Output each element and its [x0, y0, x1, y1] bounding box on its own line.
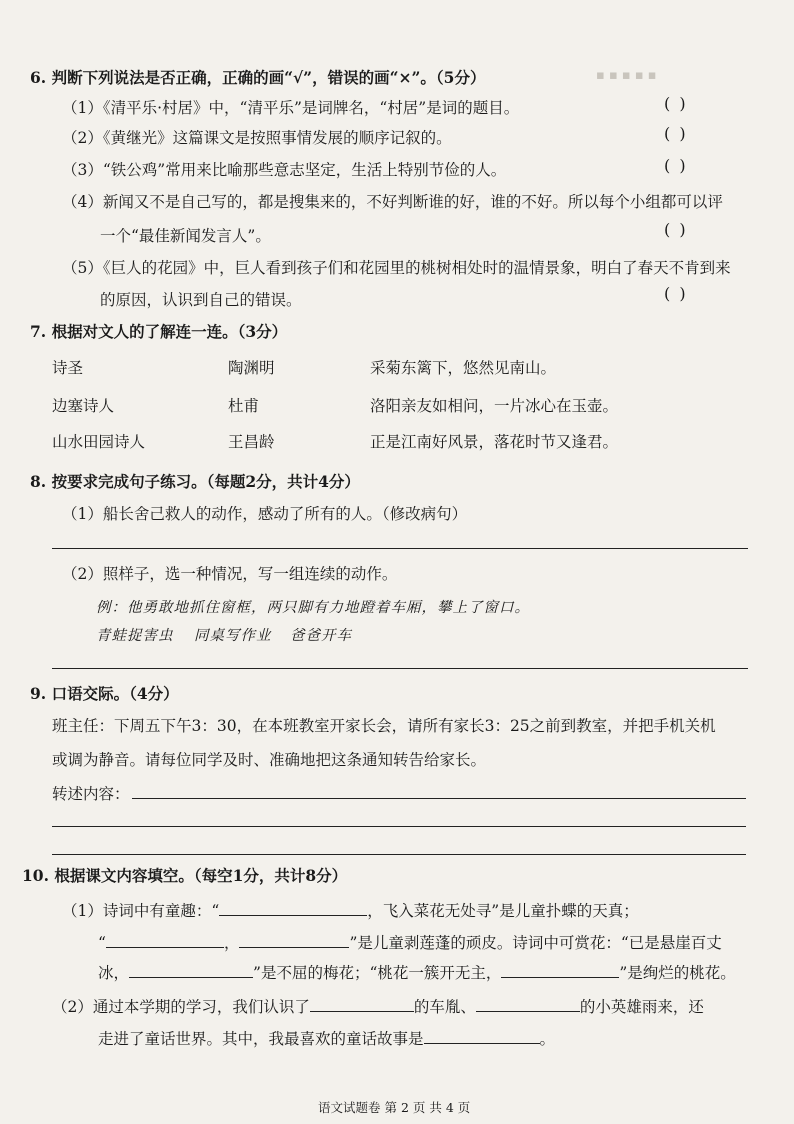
- q10-text-d2: 的车胤、: [413, 998, 476, 1016]
- q8-option-3: 爸爸开车: [290, 628, 352, 644]
- q10-text-d3: 的小英雄雨来，还: [579, 998, 704, 1016]
- q10-text-c3: ”是绚烂的桃花。: [619, 964, 736, 982]
- q6-answer-5[interactable]: ( ): [664, 284, 688, 303]
- q7-poem-line-1: 采菊东篱下，悠然见南山。: [370, 359, 557, 377]
- q10-blank-7[interactable]: [476, 996, 580, 1012]
- q10-text-b1: “: [98, 934, 106, 952]
- q9-answer-line-3[interactable]: [52, 854, 746, 855]
- q6-title: 6. 判断下列说法是否正确，正确的画“√”，错误的画“×”。（5分）: [30, 68, 486, 87]
- q10-text-a2: ，飞入菜花无处寻”是儿童扑蝶的天真；: [367, 902, 639, 920]
- q7-poet-name-2: 杜甫: [228, 397, 260, 415]
- q6-item-2: （2）《黄继光》这篇课文是按照事情发展的顺序记叙的。: [62, 129, 452, 147]
- q8-title: 8. 按要求完成句子练习。（每题2分，共计4分）: [30, 472, 360, 491]
- q6-item-5-cont: 的原因，认识到自己的错误。: [100, 291, 302, 309]
- q9-title: 9. 口语交际。（4分）: [30, 684, 179, 703]
- q8-sentence-2: （2）照样子，选一种情况，写一组连续的动作。: [62, 565, 398, 583]
- q7-poet-title-2: 边塞诗人: [52, 397, 115, 415]
- q7-poem-line-2: 洛阳亲友如相问，一片冰心在玉壶。: [370, 397, 619, 415]
- q10-blank-6[interactable]: [310, 996, 414, 1012]
- q6-item-4: （4）新闻又不是自己写的，都是搜集来的，不好判断谁的好，谁的不好。所以每个小组都可以评: [62, 193, 723, 211]
- q9-notice-line-2: 或调为静音。请每位同学及时、准确地把这条通知转告给家长。: [52, 751, 487, 769]
- q8-sentence-1: （1）船长舍己救人的动作，感动了所有的人。（修改病句）: [62, 505, 468, 523]
- q10-line-3: [98, 962, 736, 983]
- q10-blank-5[interactable]: [501, 962, 619, 978]
- q10-text-b3: ”是儿童剥莲蓬的顽皮。诗词中可赏花：“已是悬崖百丈: [349, 934, 722, 952]
- q9-answer-line-2[interactable]: [52, 826, 746, 827]
- q6-answer-2[interactable]: ( ): [664, 124, 688, 143]
- q6-item-3: （3）“铁公鸡”常用来比喻那些意志坚定，生活上特别节俭的人。: [62, 161, 507, 179]
- q10-blank-2[interactable]: [106, 932, 224, 948]
- q10-title: 10. 根据课文内容填空。（每空1分，共计8分）: [22, 866, 348, 885]
- q10-text-e1: 走进了童话世界。其中，我最喜欢的童话故事是: [98, 1030, 424, 1048]
- q10-blank-1[interactable]: [219, 900, 367, 916]
- q10-text-b2: ，: [223, 934, 240, 952]
- q8-answer-line-2[interactable]: [52, 668, 748, 669]
- q10-text-a1: （1）诗词中有童趣：“: [62, 902, 220, 920]
- q6-answer-4[interactable]: ( ): [664, 220, 688, 239]
- q7-poet-title-1: 诗圣: [52, 359, 84, 377]
- q7-title: 7. 根据对文人的了解连一连。（3分）: [30, 322, 288, 341]
- q10-blank-8[interactable]: [424, 1028, 540, 1044]
- q7-poet-name-3: 王昌龄: [228, 433, 275, 451]
- q8-option-1: 青蛙捉害虫: [96, 628, 174, 644]
- q9-answer-label: 转述内容：: [52, 785, 130, 803]
- q10-text-d1: （2）通过本学期的学习，我们认识了: [52, 998, 310, 1016]
- q7-poet-name-1: 陶渊明: [228, 359, 275, 377]
- q10-line-1: [62, 900, 639, 921]
- q8-option-2: 同桌写作业: [194, 628, 272, 644]
- q9-notice-line-1: 班主任：下周五下午3：30，在本班教室开家长会，请所有家长3：25之前到教室，并把手机关机: [52, 717, 716, 735]
- q8-example: 例：他勇敢地抓住窗框，两只脚有力地蹬着车厢，攀上了窗口。: [96, 600, 530, 616]
- q10-line-4: [52, 996, 704, 1017]
- q7-poem-line-3: 正是江南好风景，落花时节又逢君。: [370, 433, 619, 451]
- q6-item-4-cont: 一个“最佳新闻发言人”。: [100, 227, 271, 245]
- q8-answer-line-1[interactable]: [52, 548, 748, 549]
- q10-text-c2: ”是不屈的梅花；“桃花一簇开无主，: [253, 964, 502, 982]
- page-footer: 语文试题卷 第 2 页 共 4 页: [318, 1100, 471, 1115]
- q10-blank-3[interactable]: [239, 932, 349, 948]
- q10-text-c1: 冰，: [98, 964, 130, 982]
- q6-item-1: （1）《清平乐·村居》中，“清平乐”是词牌名，“村居”是词的题目。: [62, 99, 520, 117]
- q10-line-5: [98, 1028, 555, 1049]
- q6-answer-1[interactable]: ( ): [664, 94, 688, 113]
- q10-blank-4[interactable]: [129, 962, 253, 978]
- q9-answer-line-1[interactable]: [132, 798, 746, 799]
- q6-answer-3[interactable]: ( ): [664, 156, 688, 175]
- q6-item-5: （5）《巨人的花园》中，巨人看到孩子们和花园里的桃树相处时的温情景象，明白了春天不肯到来: [62, 259, 731, 277]
- q7-poet-title-3: 山水田园诗人: [52, 433, 146, 451]
- bleed-through-text: ▪ ▪ ▪ ▪ ▪: [596, 68, 657, 83]
- q10-line-2: [98, 932, 722, 953]
- q10-text-e2: 。: [539, 1030, 556, 1048]
